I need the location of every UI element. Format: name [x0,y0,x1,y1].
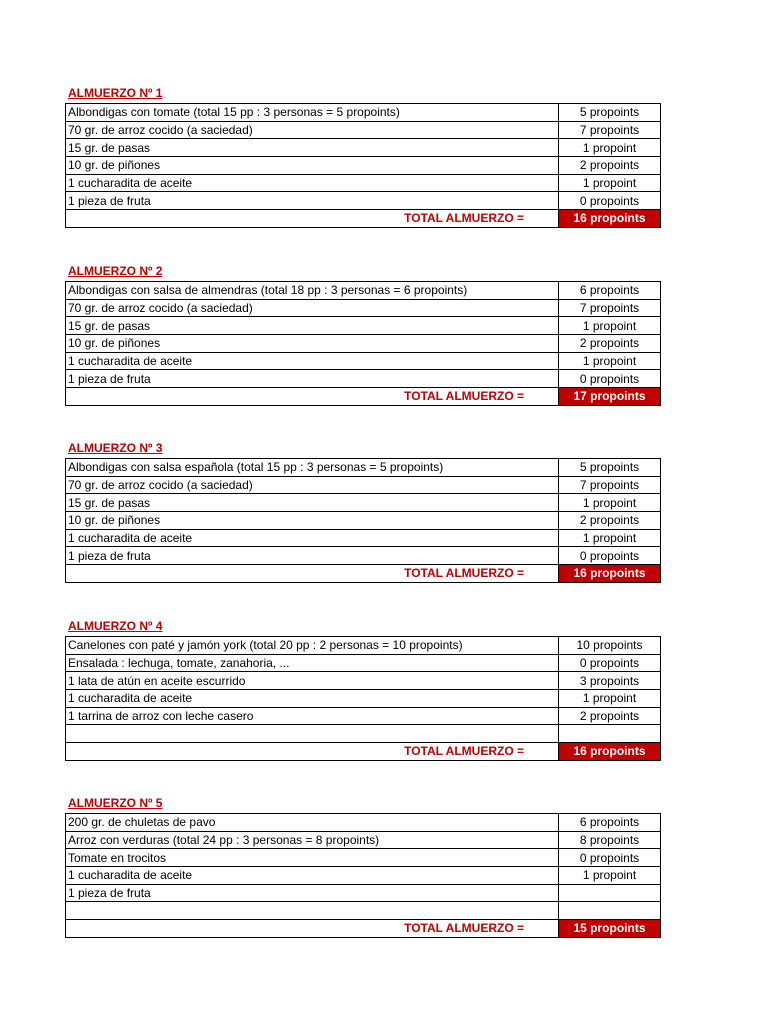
table-row [66,814,661,832]
table-row [66,299,661,317]
total-label: TOTAL ALMUERZO = [66,210,559,228]
points-cell: 0 propoints [559,192,661,210]
food-item-cell: Tomate en trocitos [66,849,559,867]
total-label: TOTAL ALMUERZO = [66,920,559,938]
meal-title: ALMUERZO Nº 3 [68,441,163,455]
food-item-cell: Albondigas con tomate (total 15 pp : 3 personas = 5 propoints) [66,104,559,122]
food-item-cell: 15 gr. de pasas [66,494,559,512]
total-row [66,565,661,583]
points-cell: 2 propoints [559,157,661,175]
total-label: TOTAL ALMUERZO = [66,743,559,761]
points-cell: 0 propoints [559,849,661,867]
food-item-cell: 200 gr. de chuletas de pavo [66,814,559,832]
table-row [66,494,661,512]
food-item-cell: 1 pieza de fruta [66,192,559,210]
points-cell: 7 propoints [559,476,661,494]
points-cell: 10 propoints [559,637,661,655]
points-cell: 1 propoint [559,352,661,370]
food-item-cell: 70 gr. de arroz cocido (a saciedad) [66,121,559,139]
points-cell: 7 propoints [559,121,661,139]
points-cell: 6 propoints [559,282,661,300]
points-cell [559,884,661,902]
total-value: 17 propoints [559,388,661,406]
total-row [66,388,661,406]
meal-table [65,103,661,228]
food-item-cell: 70 gr. de arroz cocido (a saciedad) [66,476,559,494]
food-item-cell: 1 cucharadita de aceite [66,529,559,547]
total-label: TOTAL ALMUERZO = [66,565,559,583]
food-item-cell: 1 cucharadita de aceite [66,867,559,885]
food-item-cell: 15 gr. de pasas [66,139,559,157]
table-row [66,282,661,300]
points-cell: 5 propoints [559,459,661,477]
food-item-cell: Albondigas con salsa de almendras (total 18 pp : 3 personas = 6 propoints) [66,282,559,300]
table-row [66,459,661,477]
points-cell [559,902,661,920]
table-row [66,370,661,388]
food-item-cell: Canelones con paté y jamón york (total 20 pp : 2 personas = 10 propoints) [66,637,559,655]
food-item-cell: 70 gr. de arroz cocido (a saciedad) [66,299,559,317]
table-row [66,831,661,849]
food-item-cell: 1 pieza de fruta [66,547,559,565]
table-row [66,725,661,743]
meal-table [65,458,661,583]
food-item-cell: 10 gr. de piñones [66,512,559,530]
table-row [66,157,661,175]
total-value: 16 propoints [559,565,661,583]
points-cell: 2 propoints [559,335,661,353]
table-row [66,192,661,210]
table-row [66,476,661,494]
total-row [66,920,661,938]
meal-table [65,281,661,406]
table-row [66,335,661,353]
table-row [66,707,661,725]
table-row [66,512,661,530]
total-value: 16 propoints [559,210,661,228]
points-cell: 8 propoints [559,831,661,849]
points-cell: 3 propoints [559,672,661,690]
food-item-cell: Arroz con verduras (total 24 pp : 3 personas = 8 propoints) [66,831,559,849]
table-row [66,104,661,122]
table-row [66,547,661,565]
food-item-cell: 1 pieza de fruta [66,370,559,388]
food-item-cell [66,902,559,920]
points-cell: 6 propoints [559,814,661,832]
points-cell: 1 propoint [559,317,661,335]
total-value: 15 propoints [559,920,661,938]
food-item-cell: 15 gr. de pasas [66,317,559,335]
food-item-cell [66,725,559,743]
meal-title: ALMUERZO Nº 5 [68,796,163,810]
table-row [66,884,661,902]
meal-title: ALMUERZO Nº 2 [68,264,163,278]
table-row [66,317,661,335]
points-cell: 2 propoints [559,512,661,530]
total-label: TOTAL ALMUERZO = [66,388,559,406]
table-row [66,849,661,867]
table-row [66,867,661,885]
food-item-cell: 10 gr. de piñones [66,157,559,175]
total-row [66,743,661,761]
table-row [66,352,661,370]
food-item-cell: 1 cucharadita de aceite [66,352,559,370]
points-cell: 0 propoints [559,547,661,565]
meal-table [65,636,661,761]
points-cell: 1 propoint [559,690,661,708]
points-cell: 5 propoints [559,104,661,122]
points-cell [559,725,661,743]
food-item-cell: 1 cucharadita de aceite [66,174,559,192]
total-value: 16 propoints [559,743,661,761]
points-cell: 7 propoints [559,299,661,317]
table-row [66,139,661,157]
food-item-cell: Albondigas con salsa española (total 15 pp : 3 personas = 5 propoints) [66,459,559,477]
points-cell: 1 propoint [559,174,661,192]
table-row [66,690,661,708]
points-cell: 1 propoint [559,867,661,885]
table-row [66,672,661,690]
food-item-cell: 10 gr. de piñones [66,335,559,353]
table-row [66,902,661,920]
table-row [66,121,661,139]
food-item-cell: 1 cucharadita de aceite [66,690,559,708]
food-item-cell: 1 pieza de fruta [66,884,559,902]
points-cell: 1 propoint [559,529,661,547]
points-cell: 0 propoints [559,654,661,672]
points-cell: 2 propoints [559,707,661,725]
food-item-cell: 1 tarrina de arroz con leche casero [66,707,559,725]
table-row [66,529,661,547]
meal-title: ALMUERZO Nº 4 [68,619,163,633]
table-row [66,174,661,192]
meal-title: ALMUERZO Nº 1 [68,86,163,100]
food-item-cell: 1 lata de atún en aceite escurrido [66,672,559,690]
points-cell: 1 propoint [559,139,661,157]
table-row [66,654,661,672]
points-cell: 1 propoint [559,494,661,512]
points-cell: 0 propoints [559,370,661,388]
meal-table [65,813,661,938]
table-row [66,637,661,655]
food-item-cell: Ensalada : lechuga, tomate, zanahoria, ... [66,654,559,672]
total-row [66,210,661,228]
